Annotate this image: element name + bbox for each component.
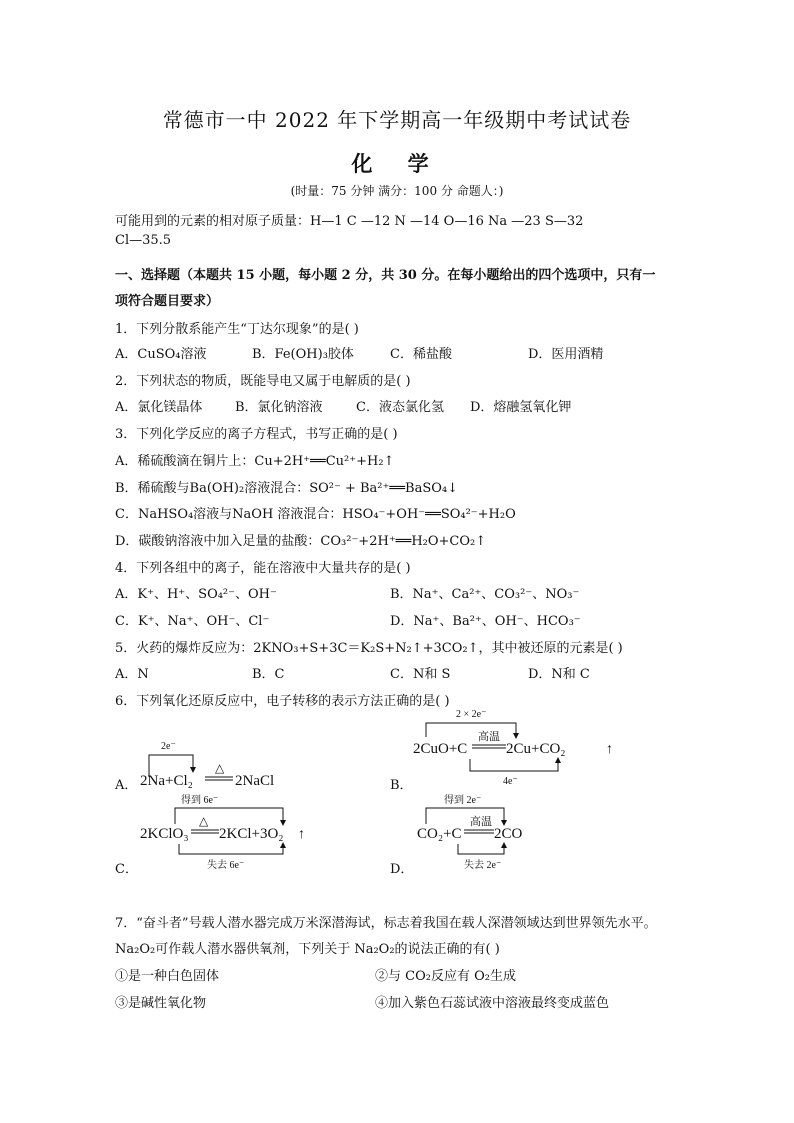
reaction-condition: △ (215, 761, 225, 775)
question-stem: 7．“奋斗者”号载人潜水器完成万米深潜海试，标志着我国在载人深潜领域达到世界领先水平。 (115, 916, 657, 931)
transfer-label-bottom: 失去 6e⁻ (207, 860, 245, 871)
electron-transfer-diagram-a (135, 735, 295, 795)
option-c: C．稀盐酸 (390, 347, 452, 362)
question-stem: 2．下列状态的物质，既能导电又属于电解质的是( ) (115, 374, 411, 389)
option-d: D．N和 C (528, 667, 590, 682)
option-a: A．K⁺、H⁺、SO₄²⁻、OH⁻ (115, 587, 277, 602)
statement-4: ④加入紫色石蕊试液中溶液最终变成蓝色 (375, 996, 610, 1011)
statement-2: ②与 CO₂反应有 O₂生成 (375, 969, 516, 984)
electron-transfer-diagram-b (408, 705, 628, 787)
exam-title: 常德市一中 2022 年下学期高一年级期中考试试卷 (162, 108, 632, 132)
statement-3: ③是碱性氧化物 (115, 996, 207, 1011)
reaction-condition: 高温 (478, 731, 500, 743)
option-b: B．Na⁺、Ca²⁺、CO₃²⁻、NO₃⁻ (390, 587, 580, 602)
option-b: B．C (252, 667, 285, 682)
option-d: D．医用酒精 (528, 347, 604, 362)
equation-left: 2CuO+C (413, 741, 468, 757)
question-stem: 3．下列化学反应的离子方程式，书写正确的是( ) (115, 427, 398, 442)
option-a: A．稀硫酸滴在铜片上：Cu+2H⁺══Cu²⁺+H₂↑ (115, 454, 395, 469)
exam-meta: (时量：75 分钟 满分：100 分 命题人：) (290, 184, 504, 198)
equation-left: 2KClO₃ (140, 826, 189, 842)
atomic-mass-line2: Cl—35.5 (115, 233, 172, 248)
gas-arrow: ↑ (298, 827, 305, 842)
section-heading-cont: 项符合题目要求） (115, 294, 220, 309)
equation-right: 2NaCl (235, 773, 275, 789)
reaction-condition: 高温 (470, 816, 492, 828)
transfer-label: 得到 6e⁻ (181, 795, 219, 806)
reaction-condition: △ (199, 814, 209, 828)
option-d: D．Na⁺、Ba²⁺、OH⁻、HCO₃⁻ (390, 614, 581, 629)
electron-transfer-diagram-c (135, 792, 325, 872)
transfer-label-bottom: 4e⁻ (503, 776, 518, 787)
transfer-label: 2e⁻ (161, 741, 176, 752)
option-a-label: A． (115, 778, 138, 793)
gas-arrow: ↑ (606, 742, 613, 757)
option-d-label: D． (390, 862, 414, 877)
option-d: D．碳酸钠溶液中加入足量的盐酸：CO₃²⁻+2H⁺══H₂O+CO₂↑ (115, 534, 487, 549)
transfer-label: 得到 2e⁻ (444, 795, 482, 806)
electron-transfer-diagram-d (412, 792, 562, 872)
option-b: B．稀硫酸与Ba(OH)₂溶液混合：SO²⁻ + Ba²⁺══BaSO₄↓ (115, 481, 459, 496)
question-stem: 4．下列各组中的离子，能在溶液中大量共存的是( ) (115, 561, 411, 576)
subject-title: 化 学 (351, 151, 443, 176)
transfer-label: 2 × 2e⁻ (456, 709, 487, 720)
question-stem-cont: Na₂O₂可作载人潜水器供氧剂，下列关于 Na₂O₂的说法正确的有( ) (115, 942, 500, 957)
option-d: D．熔融氢氧化钾 (470, 400, 572, 415)
option-a: A．N (115, 667, 149, 682)
option-c: C．NaHSO₄溶液与NaOH 溶液混合：HSO₄⁻+OH⁻══SO₄²⁻+H₂O (115, 507, 516, 522)
question-stem: 6．下列氧化还原反应中，电子转移的表示方法正确的是( ) (115, 694, 450, 709)
option-a: A．CuSO₄溶液 (115, 347, 207, 362)
equation-right: 2KCl+3O₂ (219, 826, 284, 842)
equation-left: 2Na+Cl₂ (140, 773, 193, 789)
option-c: C．N和 S (390, 667, 451, 682)
option-b: B．Fe(OH)₃胶体 (252, 347, 354, 362)
option-c-label: C． (115, 862, 138, 877)
equation-left: CO₂+C (417, 826, 462, 842)
option-a: A．氯化镁晶体 (115, 400, 203, 415)
transfer-label-bottom: 失去 2e⁻ (464, 860, 502, 871)
equation-right: 2CO (494, 826, 523, 842)
option-c: C．液态氯化氢 (356, 400, 444, 415)
atomic-mass-line1: 可能用到的元素的相对原子质量：H—1 C —12 N —14 O—16 Na —23 S—32 (115, 214, 584, 229)
option-c: C．K⁺、Na⁺、OH⁻、Cl⁻ (115, 614, 270, 629)
equation-right: 2Cu+CO₂ (506, 741, 566, 757)
question-stem: 1．下列分散系能产生“丁达尔现象”的是( ) (115, 322, 359, 337)
option-b-label: B． (390, 778, 413, 793)
option-b: B．氯化钠溶液 (235, 400, 323, 415)
question-stem: 5．火药的爆炸反应为：2KNO₃+S+3C＝K₂S+N₂↑+3CO₂↑，其中被还原的元素是( ) (115, 641, 623, 656)
statement-1: ①是一种白色固体 (115, 969, 220, 984)
section-heading: 一、选择题（本题共 15 小题，每小题 2 分，共 30 分。在每小题给出的四个选项中，只有一 (115, 268, 656, 283)
